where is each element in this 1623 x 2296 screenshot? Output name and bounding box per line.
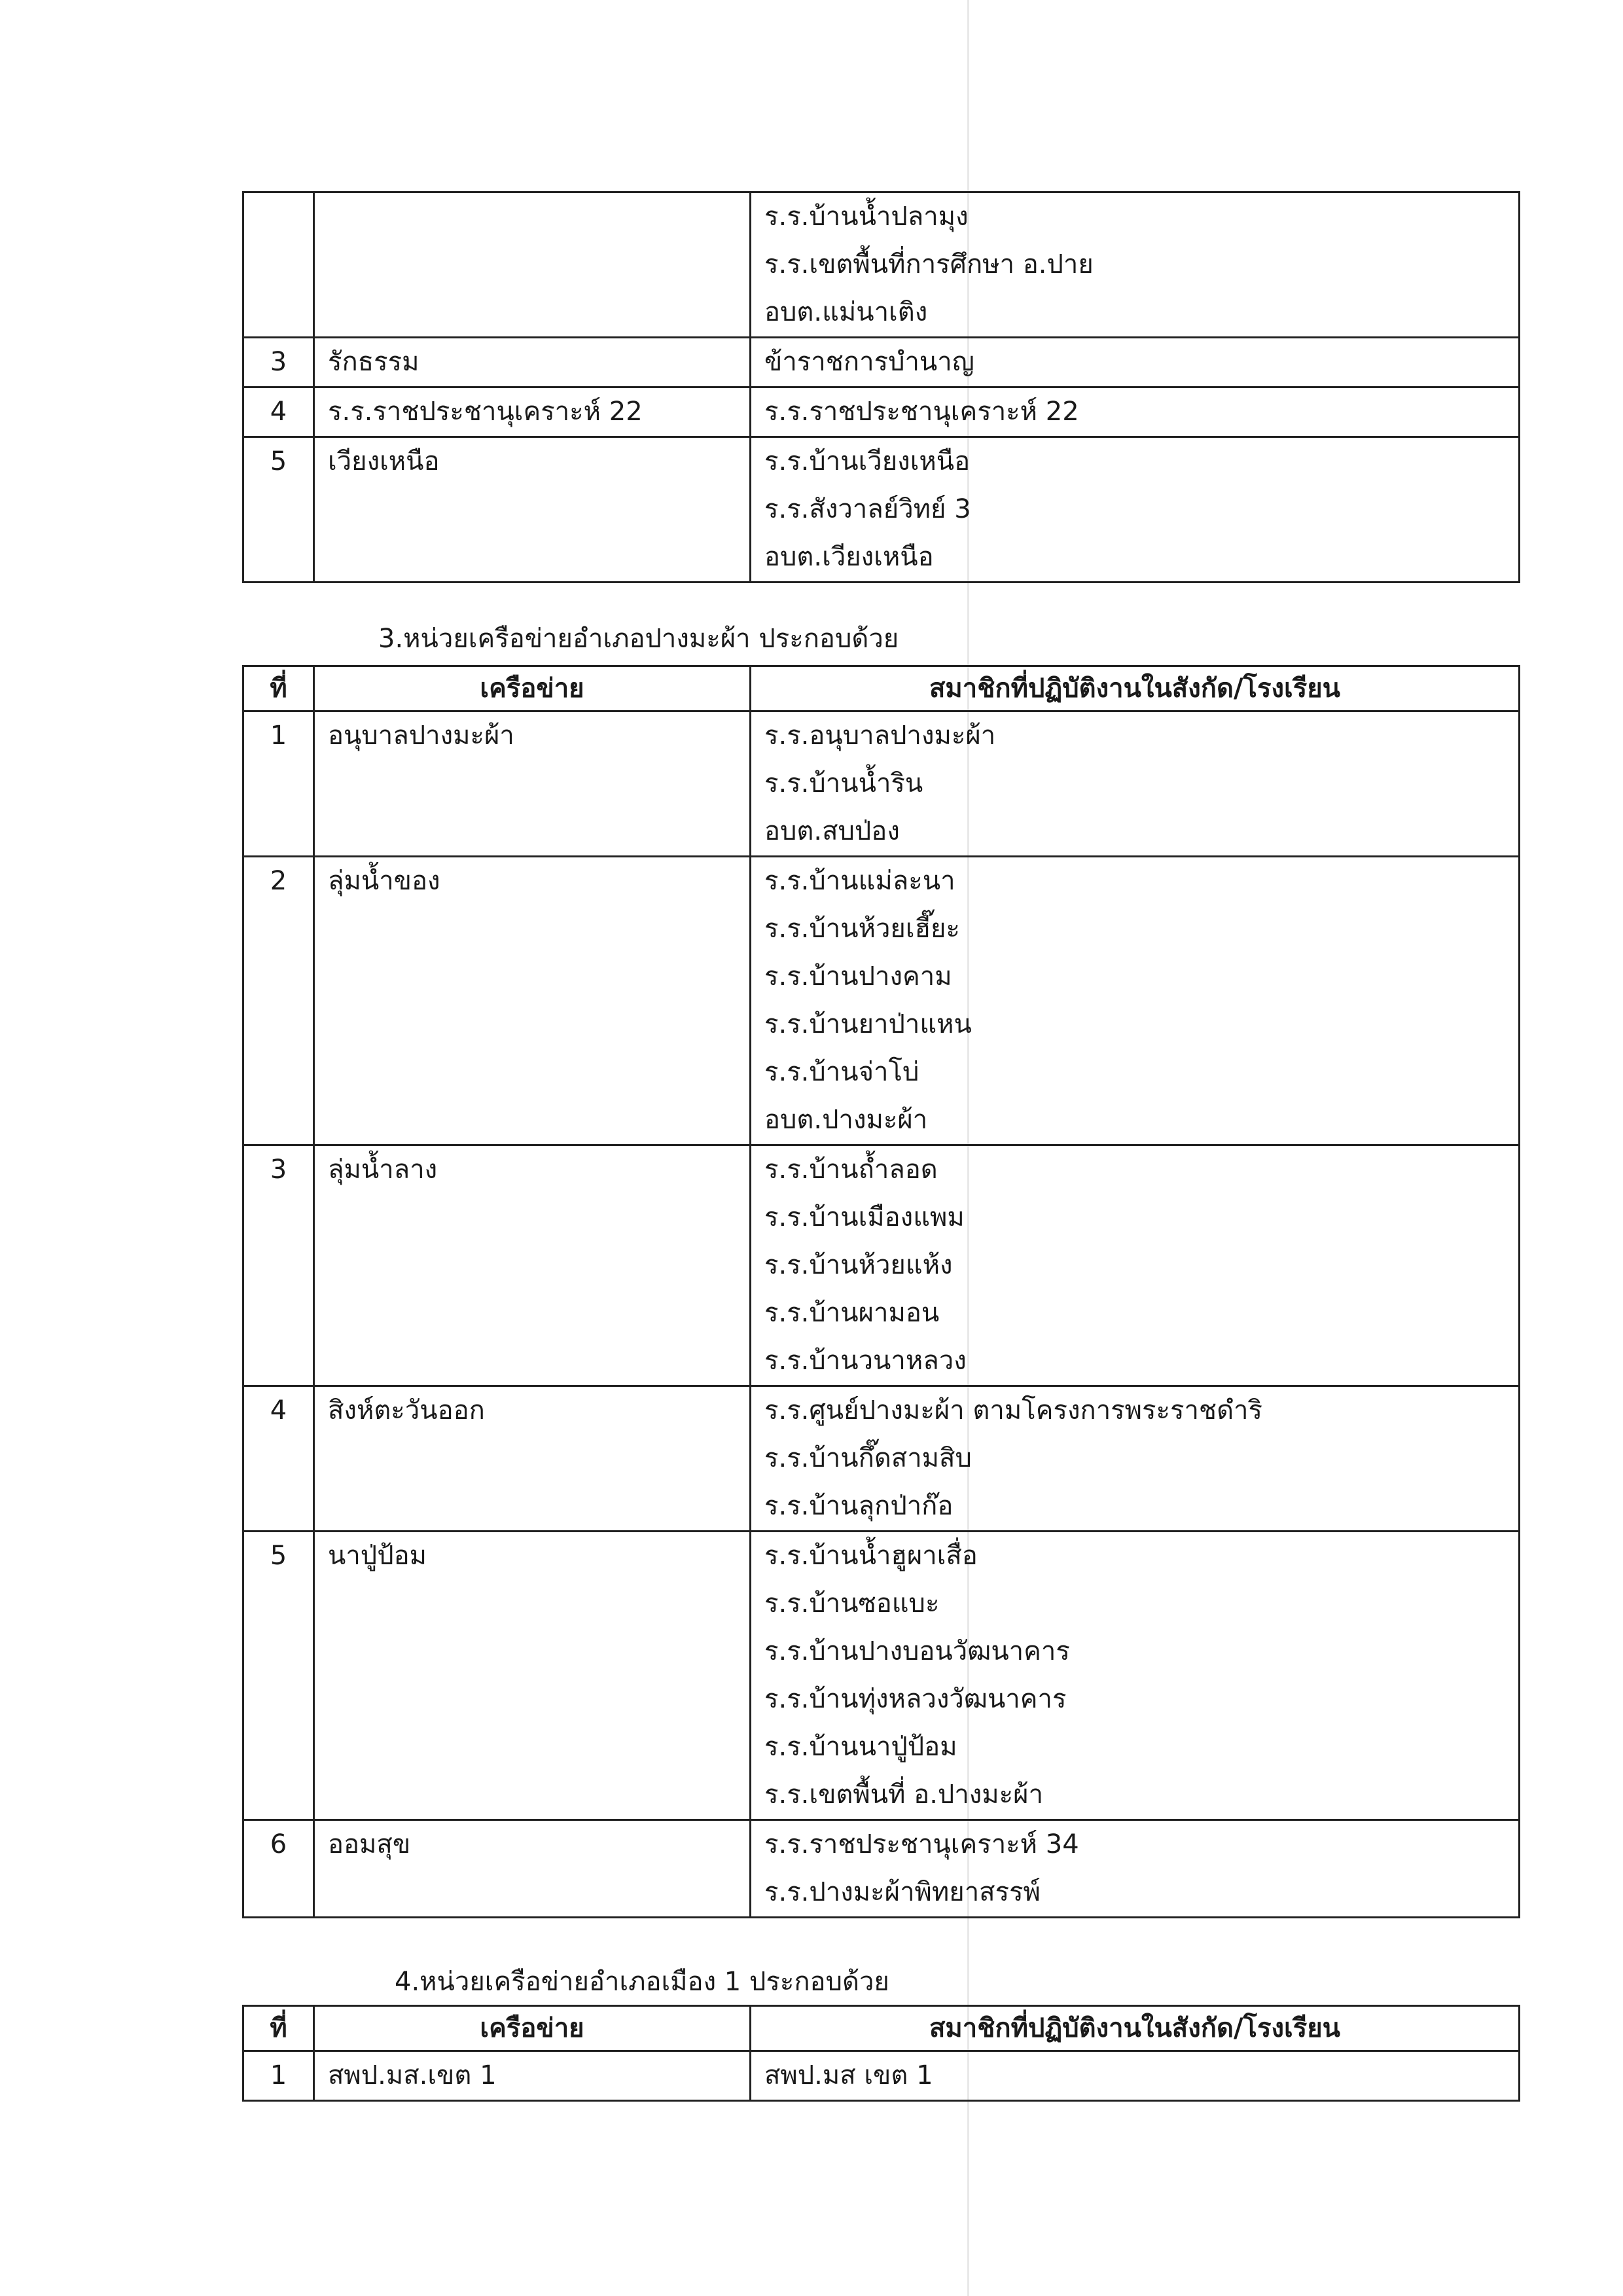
table-row xyxy=(243,711,1520,857)
network-name: ร.ร.ราชประชานุเคราะห์ 22 xyxy=(314,387,751,437)
row-number: 3 xyxy=(243,1145,314,1386)
member-list xyxy=(751,1532,1520,1820)
header-members: สมาชิกที่ปฏิบัติงานในสังกัด/โรงเรียน xyxy=(751,666,1520,711)
member-item: ร.ร.บ้านวนาหลวง xyxy=(764,1346,967,1376)
member-item: ร.ร.บ้านถ้ำลอด xyxy=(764,1155,938,1185)
section-3-title: 3.หน่วยเครือข่ายอำเภอปางมะผ้า ประกอบด้วย xyxy=(378,624,899,654)
header-no: ที่ xyxy=(243,2006,314,2051)
member-item: ร.ร.บ้านผามอน xyxy=(764,1298,940,1328)
member-item: ร.ร.บ้านเวียงเหนือ xyxy=(764,446,971,476)
table-row xyxy=(243,437,1520,583)
member-item: ร.ร.บ้านลุกป่าก๊อ xyxy=(764,1491,954,1521)
member-list xyxy=(751,1386,1520,1532)
member-list xyxy=(751,857,1520,1145)
member-item: ร.ร.บ้านน้ำฮูผาเสื่อ xyxy=(764,1541,978,1571)
row-number: 4 xyxy=(243,1386,314,1532)
row-number: 6 xyxy=(243,1820,314,1918)
row-number: 5 xyxy=(243,1532,314,1820)
member-item: ร.ร.ปางมะผ้าพิทยาสรรพ์ xyxy=(764,1877,1041,1907)
member-item: ร.ร.บ้านนาปู่ป้อม xyxy=(764,1732,957,1762)
member-list xyxy=(751,387,1520,437)
table-row xyxy=(243,1145,1520,1386)
member-item: ร.ร.บ้านทุ่งหลวงวัฒนาคาร xyxy=(764,1684,1067,1714)
row-number: 1 xyxy=(243,2051,314,2101)
member-list xyxy=(751,192,1520,338)
header-no: ที่ xyxy=(243,666,314,711)
table-row xyxy=(243,387,1520,437)
network-name: นาปู่ป้อม xyxy=(314,1532,751,1820)
member-item: ร.ร.บ้านห้วยเฮี๊ยะ xyxy=(764,914,960,944)
member-list xyxy=(751,2051,1520,2101)
member-item: ร.ร.ราชประชานุเคราะห์ 34 xyxy=(764,1829,1079,1859)
member-list xyxy=(751,1145,1520,1386)
member-list xyxy=(751,711,1520,857)
member-item: อบต.เวียงเหนือ xyxy=(764,542,934,572)
header-members: สมาชิกที่ปฏิบัติงานในสังกัด/โรงเรียน xyxy=(751,2006,1520,2051)
section-4-title: 4.หน่วยเครือข่ายอำเภอเมือง 1 ประกอบด้วย xyxy=(395,1967,889,1997)
table-row xyxy=(243,1820,1520,1918)
member-item: ร.ร.บ้านเมืองแพม xyxy=(764,1202,965,1232)
row-number: 2 xyxy=(243,857,314,1145)
member-item: ร.ร.บ้านกึ๊ดสามสิบ xyxy=(764,1443,972,1473)
member-item: อบต.ปางมะผ้า xyxy=(764,1105,928,1135)
member-item: ร.ร.ศูนย์ปางมะผ้า ตามโครงการพระราชดำริ xyxy=(764,1395,1262,1426)
table-header-row xyxy=(243,2006,1520,2051)
member-item: ร.ร.สังวาลย์วิทย์ 3 xyxy=(764,494,971,524)
member-item: ร.ร.บ้านแม่ละนา xyxy=(764,866,955,896)
member-item: อบต.สบป่อง xyxy=(764,816,900,846)
member-item: ร.ร.ราชประชานุเคราะห์ 22 xyxy=(764,397,1079,427)
row-number: 1 xyxy=(243,711,314,857)
table-section-3 xyxy=(242,665,1520,1918)
member-item: ร.ร.บ้านจ่าโบ่ xyxy=(764,1057,919,1087)
network-name: สพป.มส.เขต 1 xyxy=(314,2051,751,2101)
member-item: ร.ร.บ้านห้วยแห้ง xyxy=(764,1250,953,1280)
table-row xyxy=(243,2051,1520,2101)
member-item: ร.ร.บ้านซอแบะ xyxy=(764,1588,940,1619)
table-row xyxy=(243,1386,1520,1532)
member-item: อบต.แม่นาเติง xyxy=(764,297,928,327)
member-item: ร.ร.บ้านยาป่าแหน xyxy=(764,1009,972,1039)
member-item: ร.ร.เขตพื้นที่การศึกษา อ.ปาย xyxy=(764,249,1094,279)
network-name: ออมสุข xyxy=(314,1820,751,1918)
member-item: ร.ร.บ้านปางบอนวัฒนาคาร xyxy=(764,1636,1070,1666)
member-item: ข้าราชการบำนาญ xyxy=(764,347,974,377)
network-name: ลุ่มน้ำลาง xyxy=(314,1145,751,1386)
table-section-4 xyxy=(242,2005,1520,2102)
network-name: เวียงเหนือ xyxy=(314,437,751,583)
member-list xyxy=(751,338,1520,387)
table-row xyxy=(243,1532,1520,1820)
header-network: เครือข่าย xyxy=(314,2006,751,2051)
member-item: ร.ร.บ้านปางคาม xyxy=(764,961,952,992)
network-name: รักธรรม xyxy=(314,338,751,387)
table-row xyxy=(243,857,1520,1145)
table-header-row xyxy=(243,666,1520,711)
row-number: 5 xyxy=(243,437,314,583)
table-row xyxy=(243,192,1520,338)
member-list xyxy=(751,1820,1520,1918)
network-name xyxy=(314,192,751,338)
member-item: ร.ร.อนุบาลปางมะผ้า xyxy=(764,721,996,751)
member-item: ร.ร.บ้านน้ำริน xyxy=(764,768,923,798)
member-item: ร.ร.บ้านน้ำปลามุง xyxy=(764,202,969,232)
member-item: ร.ร.เขตพื้นที่ อ.ปางมะผ้า xyxy=(764,1780,1044,1810)
network-name: ลุ่มน้ำของ xyxy=(314,857,751,1145)
network-name: อนุบาลปางมะผ้า xyxy=(314,711,751,857)
table-continued-body xyxy=(243,192,1520,583)
member-list xyxy=(751,437,1520,583)
row-number: 3 xyxy=(243,338,314,387)
table-continued xyxy=(242,191,1520,583)
row-number xyxy=(243,192,314,338)
header-network: เครือข่าย xyxy=(314,666,751,711)
member-item: สพป.มส เขต 1 xyxy=(764,2060,933,2090)
network-name: สิงห์ตะวันออก xyxy=(314,1386,751,1532)
table-row xyxy=(243,338,1520,387)
row-number: 4 xyxy=(243,387,314,437)
